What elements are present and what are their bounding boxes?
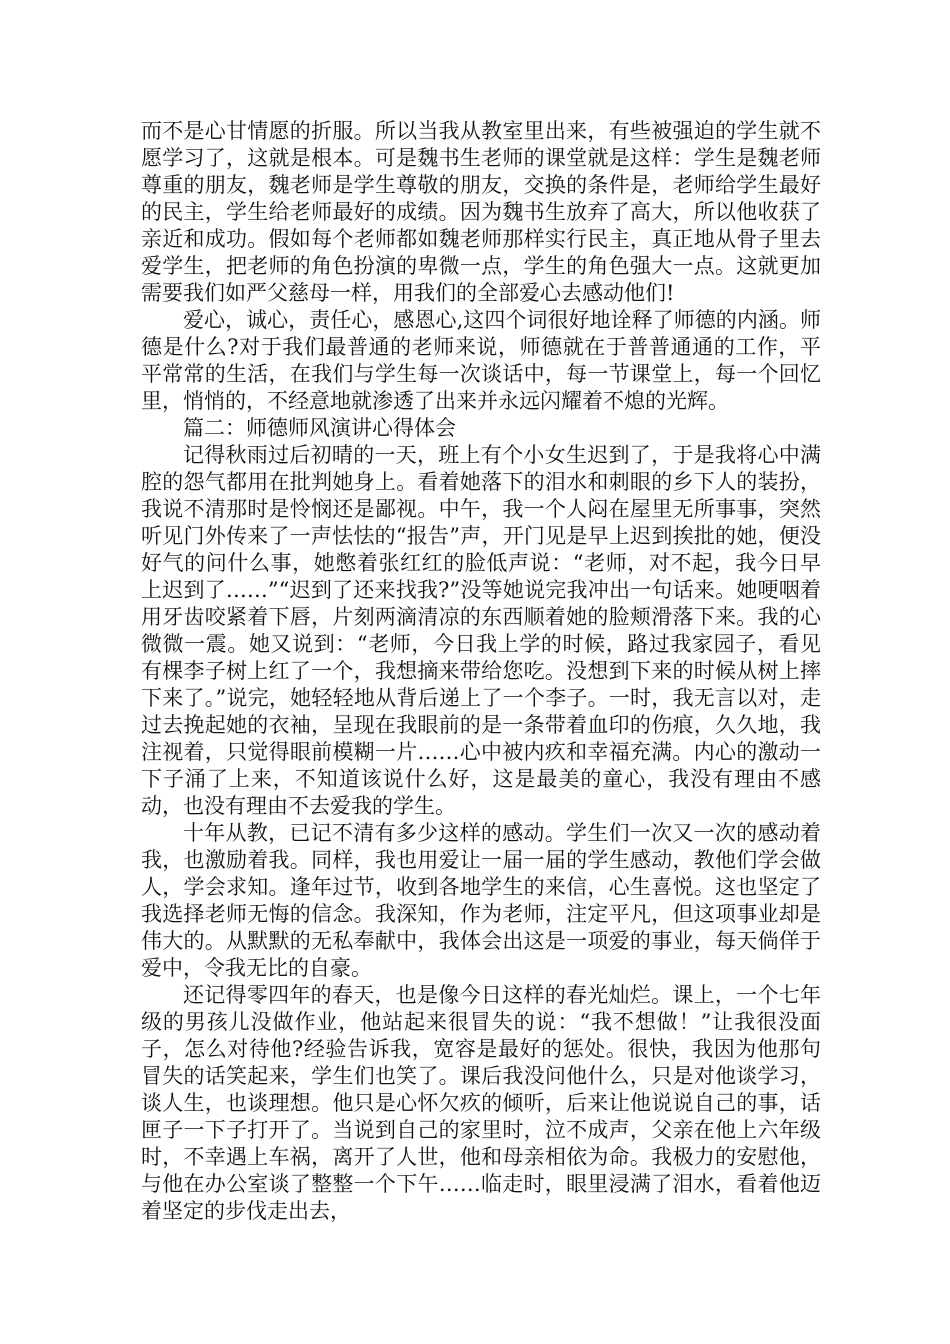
paragraph-1: 而不是心甘情愿的折服。所以当我从教室里出来，有些被强迫的学生就不愿学习了，这就是根本。可是魏书生老师的课堂就是这样：学生是魏老师尊重的朋友，魏老师是学生尊敬的朋友，交换的条件是，老师给学生最好的民主，学生给老师最好的成绩。因为魏书生放弃了高大，所以他收获了亲近和成功。假如每个老师都如魏老师那样实行民主，真正地从骨子里去爱学生，把老师的角色扮演的卑微一点，学生的角色强大一点。这就更加需要我们如严父慈母一样，用我们的全部爱心去感动他们! — [141, 119, 821, 305]
paragraph-2: 爱心，诚心，责任心，感恩心,这四个词很好地诠释了师德的内涵。师德是什么?对于我们最普通的老师来说，师德就在于普普通通的工作，平平常常的生活，在我们与学生每一次谈话中，每一节课堂上，每一个回忆里，悄悄的，不经意地就渗透了出来并永远闪耀着不熄的光辉。 — [141, 308, 821, 413]
paragraph-4: 十年从教，已记不清有多少这样的感动。学生们一次又一次的感动着我，也激励着我。同样，我也用爱让一届一届的学生感动，教他们学会做人，学会求知。逢年过节，收到各地学生的来信，心生喜悦。这也坚定了我选择老师无悔的信念。我深知，作为老师，注定平凡，但这项事业却是伟大的。从默默的无私奉献中，我体会出这是一项爱的事业，每天倘佯于爱中，令我无比的自豪。 — [141, 821, 821, 980]
section-heading: 篇二：师德师风演讲心得体会 — [183, 416, 456, 440]
paragraph-3: 记得秋雨过后初晴的一天，班上有个小女生迟到了，于是我将心中满腔的怨气都用在批判她身上。看着她落下的泪水和刺眼的乡下人的装扮，我说不清那时是怜悯还是鄙视。中午，我一个人闷在屋里无所事事，突然听见门外传来了一声怯怯的“报告”声，开门见是早上迟到挨批的她，便没好气的问什么事，她憋着张红红的脸低声说：“老师，对不起，我今日早上迟到了……”“迟到了还来找我?”没等她说完我冲出一句话来。她哽咽着用牙齿咬紧着下唇，片刻两滴清凉的东西顺着她的脸颊滑落下来。我的心微微一震。她又说到：“老师，今日我上学的时候，路过我家园子，看见有棵李子树上红了一个，我想摘来带给您吃。没想到下来的时候从树上摔下来了。”说完，她轻轻地从背后递上了一个李子。一时，我无言以对，走过去挽起她的衣袖，呈现在我眼前的是一条带着血印的伤痕，久久地，我注视着，只觉得眼前模糊一片……心中被内疚和幸福充满。内心的激动一下子涌了上来，不知道该说什么好，这是最美的童心，我没有理由不感动，也没有理由不去爱我的学生。 — [141, 443, 821, 818]
paragraph-5: 还记得零四年的春天，也是像今日这样的春光灿烂。课上，一个七年级的男孩儿没做作业，他站起来很冒失的说：“我不想做！”让我很没面子，怎么对待他?经验告诉我，宽容是最好的惩处。很快，我因为他那句冒失的话笑起来，学生们也笑了。课后我没问他什么，只是对他谈学习，谈人生，也谈理想。他只是心怀欠疚的倾听，后来让他说说自己的事，话匣子一下子打开了。当说到自己的家里时，泣不成声，父亲在他上六年级时，不幸遇上车祸，离开了人世，他和母亲相依为命。我极力的安慰他，与他在办公室谈了整整一个下午……临走时，眼里浸满了泪水，看着他迈着坚定的步伐走出去， — [141, 983, 821, 1223]
document-page — [141, 118, 821, 1225]
